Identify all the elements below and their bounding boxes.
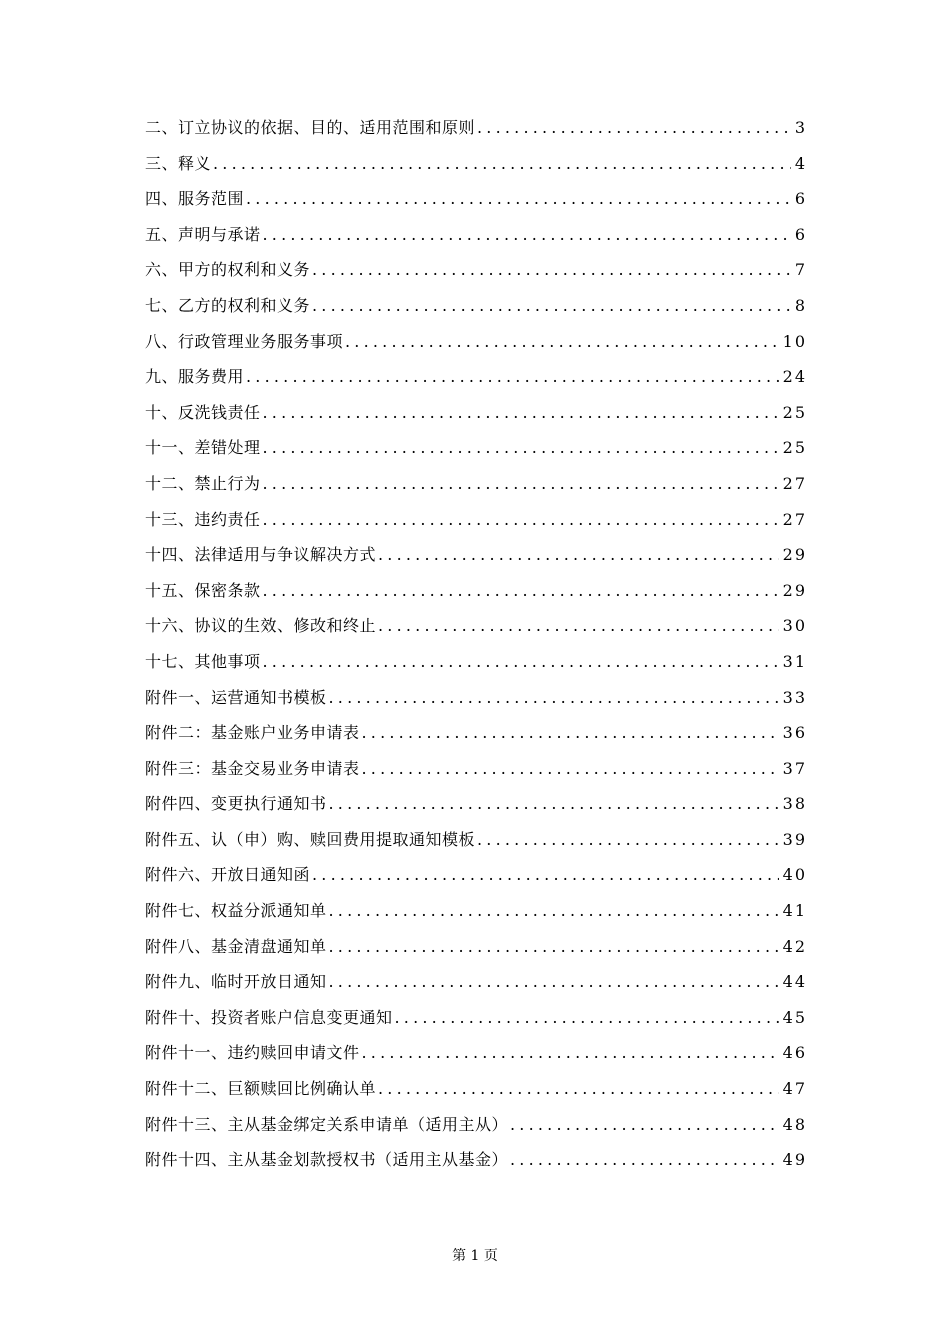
toc-entry[interactable] [145, 542, 807, 578]
toc-entry-title: 附件三：基金交易业务申请表 [145, 758, 360, 778]
toc-entry-page: 29 [782, 580, 807, 600]
toc-entry-title: 十一、差错处理 [145, 438, 261, 458]
toc-entry-page: 7 [794, 260, 807, 280]
toc-entry[interactable] [145, 578, 807, 614]
toc-entry[interactable] [145, 115, 807, 151]
page-number-label: 第 1 页 [452, 1248, 498, 1264]
toc-entry-title: 十七、其他事项 [145, 651, 261, 671]
toc-entry[interactable] [145, 898, 807, 934]
toc-entry-title: 附件十四、主从基金划款授权书（适用主从基金） [145, 1150, 509, 1170]
toc-dot-leader [362, 723, 779, 742]
toc-entry[interactable] [145, 186, 807, 222]
toc-entry-page: 25 [782, 438, 807, 458]
toc-entry-title: 附件四、变更执行通知书 [145, 794, 327, 814]
toc-entry-page: 37 [782, 758, 807, 778]
toc-entry-title: 十五、保密条款 [145, 580, 261, 600]
toc-entry-page: 33 [782, 687, 807, 707]
toc-entry-title: 二、订立协议的依据、目的、适用范围和原则 [145, 118, 476, 137]
toc-dot-leader [263, 403, 779, 422]
toc-entry-title: 附件十一、违约赎回申请文件 [145, 1043, 360, 1063]
toc-dot-leader [246, 367, 779, 386]
toc-entry[interactable] [145, 649, 807, 685]
toc-entry-page: 27 [782, 509, 807, 529]
toc-entry[interactable] [145, 1147, 807, 1183]
toc-entry[interactable] [145, 471, 807, 507]
toc-dot-leader [510, 1150, 779, 1169]
toc-entry-title: 十二、禁止行为 [145, 473, 261, 493]
toc-entry-page: 30 [782, 616, 807, 636]
toc-entry[interactable] [145, 257, 807, 293]
toc-entry-title: 九、服务费用 [145, 367, 245, 387]
toc-entry-page: 38 [782, 794, 807, 814]
toc-entry-page: 25 [782, 402, 807, 422]
toc-dot-leader [263, 510, 779, 529]
toc-entry[interactable] [145, 827, 807, 863]
toc-entry-page: 48 [782, 1114, 807, 1134]
toc-entry-title: 五、声明与承诺 [145, 224, 261, 244]
toc-dot-leader [477, 118, 791, 137]
table-of-contents [145, 115, 807, 1183]
toc-entry-title: 附件七、权益分派通知单 [145, 901, 327, 921]
toc-entry[interactable] [145, 1112, 807, 1148]
toc-dot-leader [312, 260, 791, 279]
toc-dot-leader [378, 545, 779, 564]
toc-dot-leader [477, 830, 779, 849]
toc-entry-title: 附件十、投资者账户信息变更通知 [145, 1007, 393, 1027]
toc-entry[interactable] [145, 435, 807, 471]
toc-entry-title: 附件五、认（申）购、赎回费用提取通知模板 [145, 829, 476, 849]
toc-dot-leader [263, 652, 779, 671]
toc-entry[interactable] [145, 400, 807, 436]
toc-dot-leader [345, 332, 779, 351]
toc-entry-page: 41 [782, 901, 807, 921]
toc-entry-title: 十三、违约责任 [145, 509, 261, 529]
toc-dot-leader [378, 616, 779, 635]
toc-entry[interactable] [145, 685, 807, 721]
toc-entry-title: 四、服务范围 [145, 189, 245, 209]
toc-entry-page: 3 [794, 118, 807, 137]
toc-entry-page: 49 [782, 1150, 807, 1170]
toc-entry[interactable] [145, 756, 807, 792]
toc-entry[interactable] [145, 934, 807, 970]
toc-dot-leader [329, 688, 779, 707]
toc-entry-title: 附件一、运营通知书模板 [145, 687, 327, 707]
toc-entry[interactable] [145, 293, 807, 329]
toc-entry-title: 十四、法律适用与争议解决方式 [145, 545, 377, 565]
toc-entry[interactable] [145, 364, 807, 400]
toc-entry-page: 4 [794, 153, 807, 173]
toc-entry-page: 27 [782, 473, 807, 493]
toc-entry-title: 七、乙方的权利和义务 [145, 295, 311, 315]
toc-entry-page: 36 [782, 723, 807, 743]
toc-entry-page: 6 [794, 224, 807, 244]
toc-dot-leader [329, 937, 779, 956]
toc-dot-leader [263, 474, 779, 493]
toc-entry[interactable] [145, 862, 807, 898]
toc-entry-title: 八、行政管理业务服务事项 [145, 331, 344, 351]
toc-entry-page: 29 [782, 545, 807, 565]
toc-entry[interactable] [145, 969, 807, 1005]
toc-dot-leader [329, 901, 779, 920]
toc-entry-page: 39 [782, 829, 807, 849]
toc-entry-page: 24 [782, 367, 807, 387]
toc-entry[interactable] [145, 222, 807, 258]
toc-dot-leader [312, 865, 779, 884]
toc-dot-leader [329, 794, 779, 813]
toc-entry-page: 42 [782, 936, 807, 956]
toc-dot-leader [263, 438, 779, 457]
page-footer [0, 1245, 950, 1265]
toc-dot-leader [329, 972, 779, 991]
toc-dot-leader [312, 296, 791, 315]
toc-entry-page: 8 [794, 295, 807, 315]
toc-entry-page: 40 [782, 865, 807, 885]
toc-entry-title: 十、反洗钱责任 [145, 402, 261, 422]
toc-dot-leader [213, 154, 791, 173]
toc-entry-title: 附件十三、主从基金绑定关系申请单（适用主从） [145, 1114, 509, 1134]
toc-entry-title: 六、甲方的权利和义务 [145, 260, 311, 280]
toc-entry-title: 十六、协议的生效、修改和终止 [145, 616, 377, 636]
toc-dot-leader [263, 225, 791, 244]
toc-entry[interactable] [145, 1005, 807, 1041]
toc-entry[interactable] [145, 1076, 807, 1112]
toc-dot-leader [362, 1043, 779, 1062]
toc-dot-leader [362, 759, 779, 778]
toc-dot-leader [378, 1079, 779, 1098]
toc-entry[interactable] [145, 791, 807, 827]
toc-dot-leader [395, 1008, 779, 1027]
toc-entry-page: 47 [782, 1079, 807, 1099]
toc-entry-title: 附件八、基金清盘通知单 [145, 936, 327, 956]
toc-entry-page: 31 [782, 651, 807, 671]
toc-entry[interactable] [145, 329, 807, 365]
toc-entry-page: 45 [782, 1007, 807, 1027]
toc-entry-title: 附件二：基金账户业务申请表 [145, 723, 360, 743]
toc-dot-leader [510, 1115, 779, 1134]
toc-entry-title: 附件九、临时开放日通知 [145, 972, 327, 992]
toc-dot-leader [263, 581, 779, 600]
toc-entry[interactable] [145, 507, 807, 543]
toc-entry-title: 附件六、开放日通知函 [145, 865, 311, 885]
toc-entry[interactable] [145, 1040, 807, 1076]
toc-dot-leader [246, 189, 791, 208]
toc-entry-title: 附件十二、巨额赎回比例确认单 [145, 1079, 377, 1099]
toc-entry[interactable] [145, 151, 807, 187]
toc-entry[interactable] [145, 613, 807, 649]
toc-entry-title: 三、释义 [145, 153, 212, 173]
toc-entry-page: 6 [794, 189, 807, 209]
toc-entry[interactable] [145, 720, 807, 756]
toc-entry-page: 44 [782, 972, 807, 992]
toc-entry-page: 10 [782, 331, 807, 351]
toc-entry-page: 46 [782, 1043, 807, 1063]
